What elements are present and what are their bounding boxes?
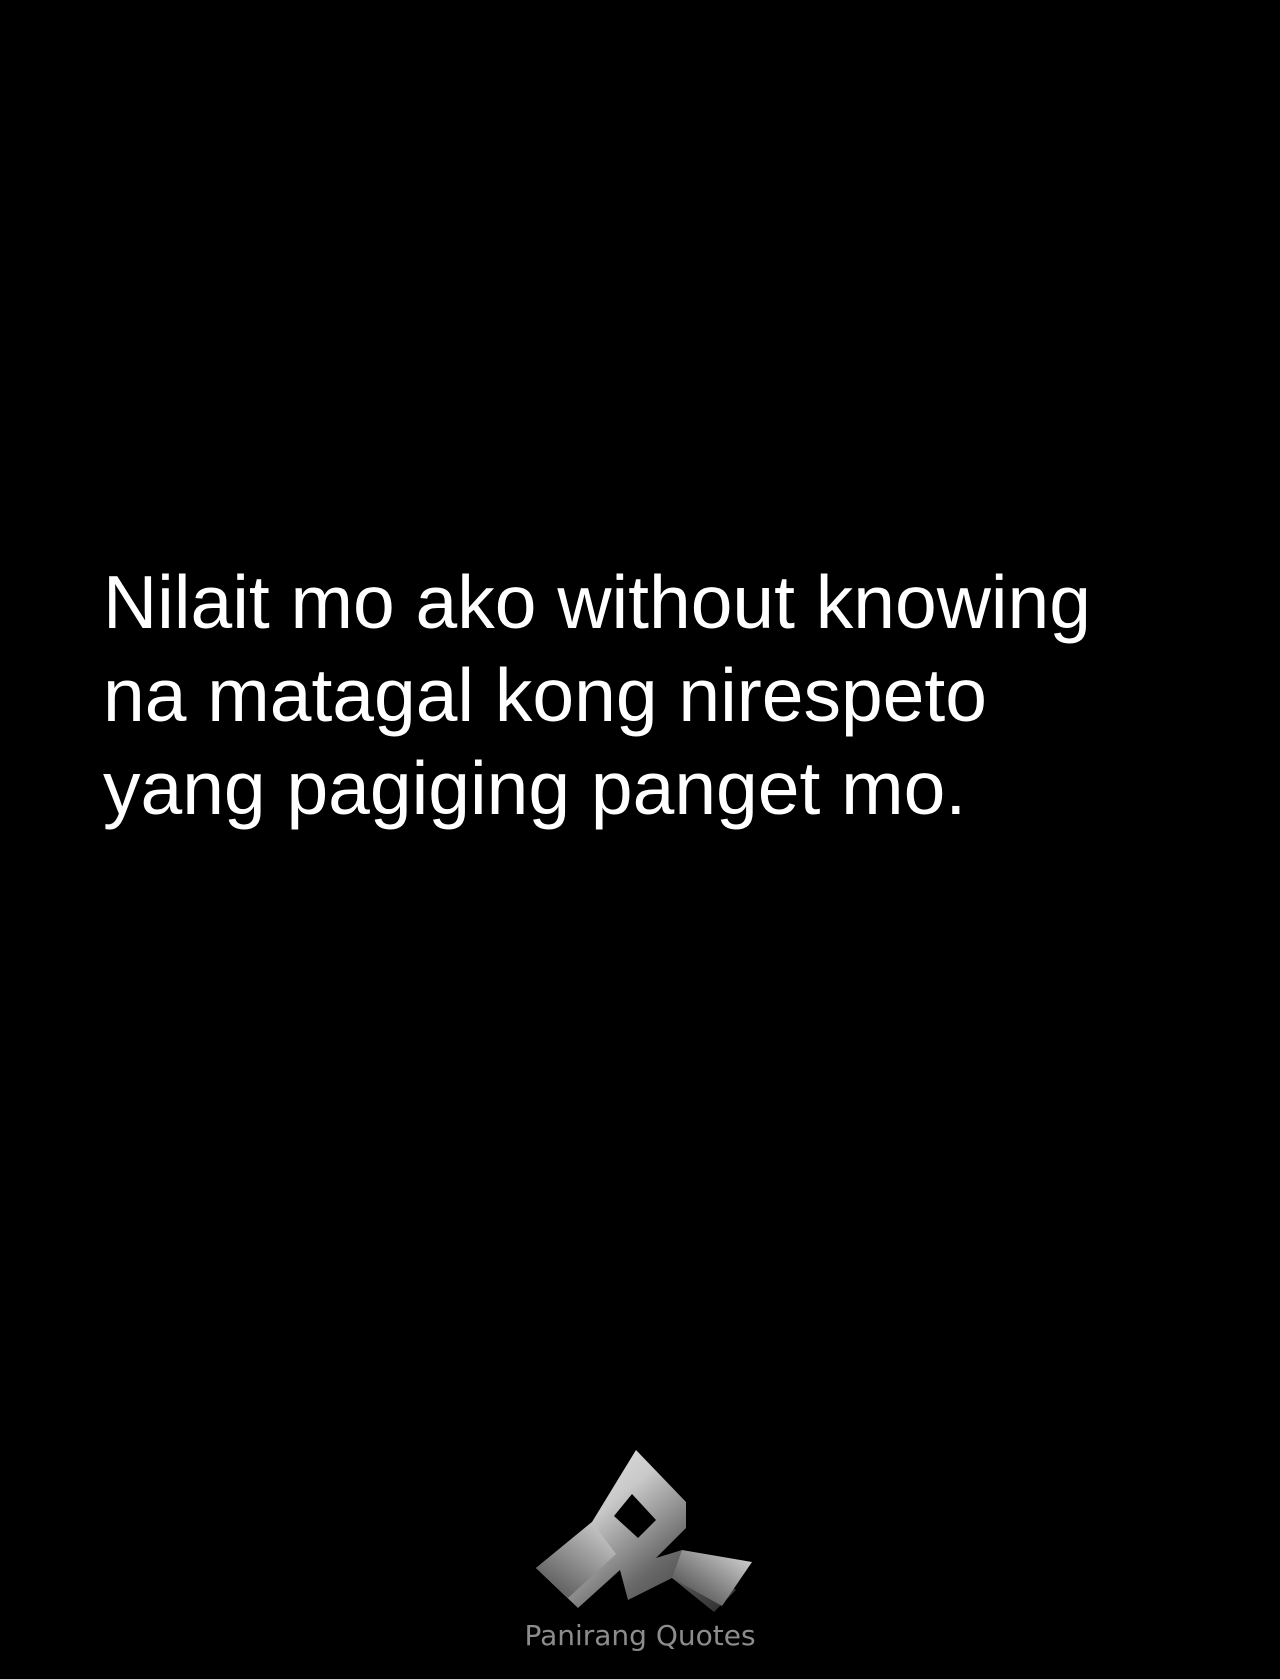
- quote-text: [103, 556, 1223, 835]
- quote-line-3: yang pagiging panget mo.: [103, 746, 967, 830]
- quote-line-1: Nilait mo ako without knowing: [103, 560, 1091, 644]
- brand-name: Panirang Quotes: [524, 1619, 756, 1652]
- quote-line-2: na matagal kong nirespeto: [103, 653, 987, 737]
- pq-monogram-icon: [536, 1450, 752, 1616]
